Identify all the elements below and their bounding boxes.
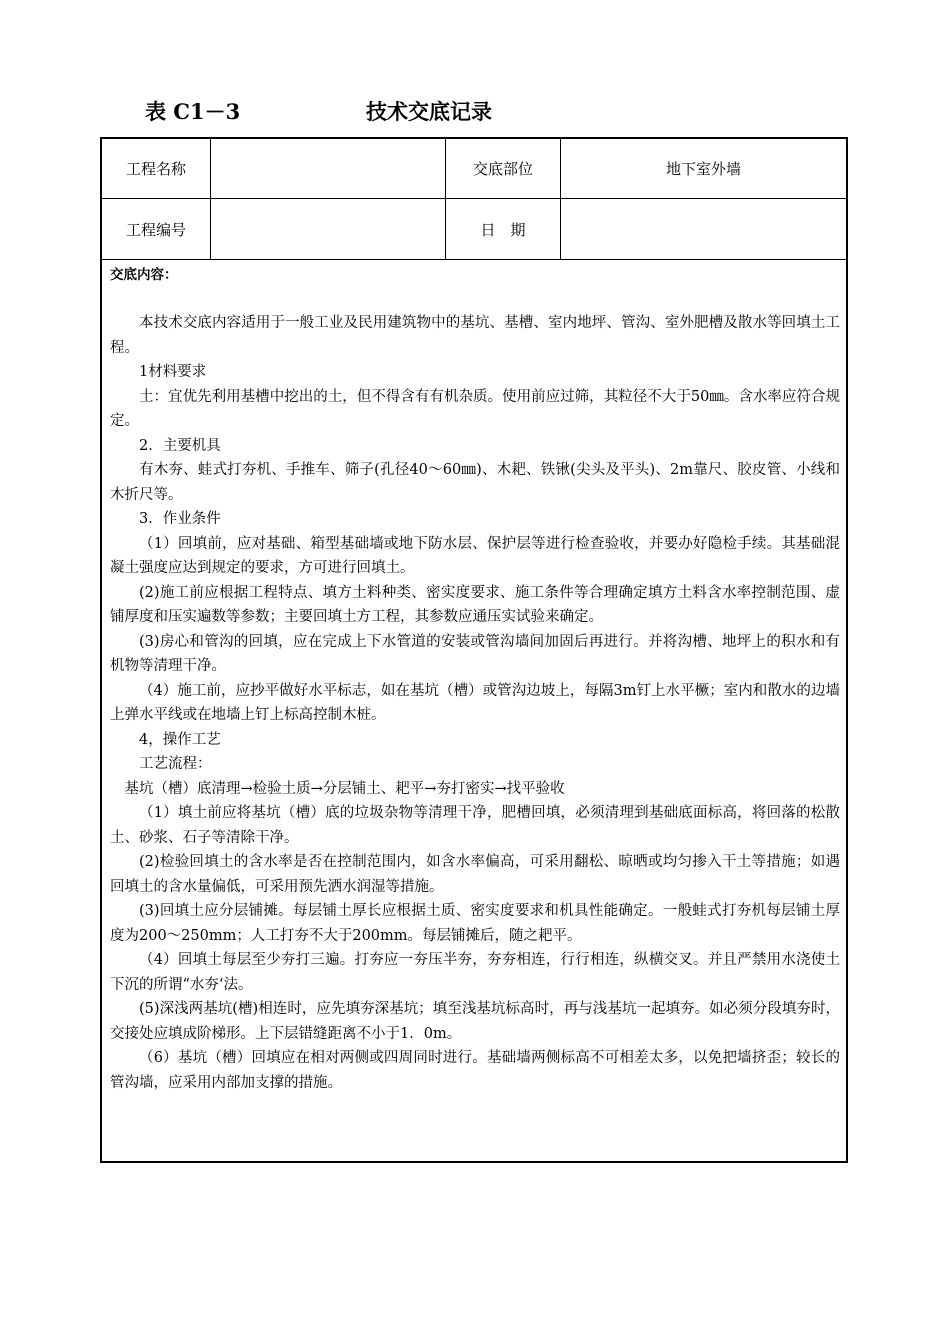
part-value[interactable]: 地下室外墙 — [665, 160, 741, 178]
paragraph: 工艺流程： — [139, 756, 212, 772]
process-flow: 基坑（槽）底清理→检验土质→分层铺土、耙平→夯打密实→找平验收 — [124, 780, 565, 797]
paragraph: (3)房心和管沟的回填，应在完成上下水管道的安装或管沟墙间加固后再进行。并将沟槽、地坪上的积水和有机物等清理干净。 — [110, 633, 840, 674]
date-value[interactable] — [561, 199, 846, 259]
paragraph: （4）施工前，应抄平做好水平标志，如在基坑（槽）或管沟边坡上，每隔3m钉上水平橛；室内和散水的边墙上弹水平线或在地墙上钉上标高控制木桩。 — [110, 682, 840, 723]
project-no-label: 工程编号 — [125, 220, 186, 239]
form-code: 表 C1－3 — [145, 99, 241, 124]
paragraph: （1）填土前应将基坑（槽）底的垃圾杂物等清理干净，肥槽回填，必须清理到基础底面标高，将回落的松散土、砂浆、石子等清除干净。 — [110, 805, 840, 846]
grid-line — [102, 259, 846, 260]
paragraph: (2)施工前应根据工程特点、填方土料种类、密实度要求、施工条件等合理确定填方土料含水率控制范围、虚铺厚度和压实遍数等参数；主要回填土方工程，其参数应通压实试验来确定。 — [110, 584, 840, 625]
project-name-value[interactable] — [211, 139, 445, 198]
paragraph: 土：宜优先利用基槽中挖出的土，但不得含有有机杂质。使用前应过筛，其粒径不大于50㎜。含水率应符合规定。 — [110, 388, 840, 429]
content-label: 交底内容： — [110, 267, 178, 283]
title-row — [0, 96, 950, 128]
paragraph: (3)回填土应分层铺摊。每层铺土厚长应根据土质、密实度要求和机具性能确定。一般蛙式打夯机每层铺土厚度为200～250mm；人工打夯不大于200mm。每层铺摊后，随之耙平。 — [110, 903, 840, 944]
project-no-value[interactable] — [211, 199, 445, 259]
paragraph: 1材料要求 — [139, 364, 207, 380]
paragraph: （4）回填土每层至少夯打三遍。打夯应一夯压半夯，夯夯相连，行行相连，纵横交叉。并且严禁用水浇使土下沉的所谓“水夯‘法。 — [110, 952, 840, 993]
paragraph: （1）回填前，应对基础、箱型基础墙或地下防水层、保护层等进行检查验收，并要办好隐检手续。其基础混凝土强度应达到规定的要求，方可进行回填土。 — [110, 535, 840, 576]
paragraph: (5)深浅两基坑(槽)相连时，应先填夯深基坑；填至浅基坑标高时，再与浅基坑一起填夯。如必须分段填夯时，交接处应填成阶梯形。上下层错缝距离不小于1．0m。 — [110, 1001, 840, 1042]
paragraph: (2)检验回填土的含水率是否在控制范围内，如含水率偏高，可采用翻松、晾晒或均匀掺入干土等措施；如遇回填土的含水量偏低，可采用预先洒水润湿等措施。 — [110, 854, 840, 895]
paragraph: 2．主要机具 — [139, 437, 221, 454]
paragraph: 本技术交底内容适用于一般工业及民用建筑物中的基坑、基槽、室内地坪、管沟、室外肥槽及散水等回填土工程。 — [110, 315, 840, 356]
paragraph: 3．作业条件 — [139, 511, 221, 527]
part-label: 交底部位 — [472, 160, 533, 178]
content-area — [110, 263, 840, 1095]
project-name-label: 工程名称 — [125, 160, 186, 178]
paragraph: 有木夯、蛙式打夯机、手推车、筛子(孔径40～60㎜)、木耙、铁锹(尖头及平头)、2m靠尺、胶皮管、小线和木折尺等。 — [110, 462, 840, 503]
form-title: 技术交底记录 — [366, 99, 492, 124]
record-form — [100, 137, 848, 1163]
paragraph: （6）基坑（槽）回填应在相对两侧或四周同时进行。基础墙两侧标高不可相差太多，以免把墙挤歪；较长的管沟墙，应采用内部加支撑的措施。 — [110, 1050, 840, 1091]
paragraph: 4，操作工艺 — [139, 731, 221, 748]
date-label: 日 期 — [480, 220, 526, 239]
